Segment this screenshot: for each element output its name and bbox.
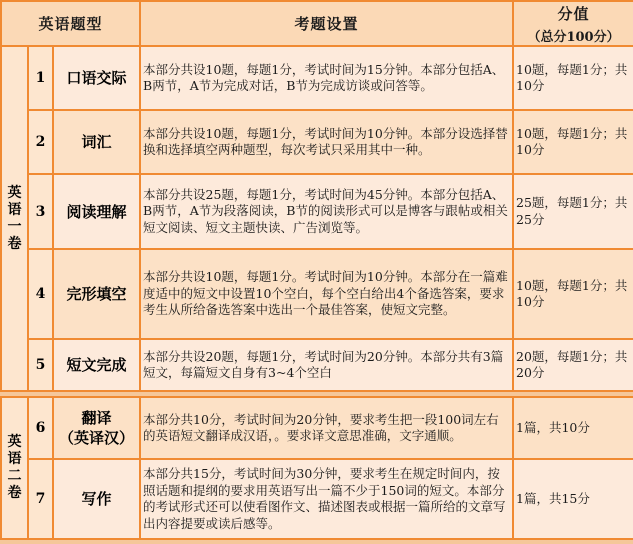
row-number: 2 <box>28 110 53 174</box>
table-row <box>1 459 633 539</box>
header-score-total: （总分100分） <box>527 29 620 45</box>
header-score <box>513 1 633 46</box>
question-type: 短文完成 <box>53 339 140 391</box>
header-question-type: 英语题型 <box>1 1 140 46</box>
table-row <box>1 397 633 459</box>
question-description: 本部分共10分，考试时间为20分钟，要求考生把一段100词左右的英语短文翻译成汉语，。要求译文意思准确，文字通顺。 <box>140 397 513 459</box>
question-type-sub: （英译汉） <box>59 429 135 447</box>
row-number: 6 <box>28 397 53 459</box>
table-row <box>1 249 633 339</box>
question-score: 25题，每题1分；共25分 <box>513 174 633 249</box>
question-type: 阅读理解 <box>53 174 140 249</box>
table-row <box>1 46 633 110</box>
question-score: 10题，每题1分；共10分 <box>513 249 633 339</box>
question-score: 1篇，共10分 <box>513 397 633 459</box>
question-description: 本部分共15分，考试时间为30分钟，要求考生在规定时间内，按照话题和提纲的要求用英语写出一篇不少于150词的短文。本部分的考试形式还可以使看图作文、描述图表或根据一篇所给的文章写出内容提要或读后感等。 <box>140 459 513 539</box>
part-label-paper-one: 英语一卷 <box>1 46 28 391</box>
row-number: 7 <box>28 459 53 539</box>
table-row <box>1 110 633 174</box>
question-type <box>53 397 140 459</box>
question-score: 10题，每题1分；共10分 <box>513 46 633 110</box>
row-number: 1 <box>28 46 53 110</box>
question-description: 本部分共设10题，每题1分，考试时间为15分钟。本部分包括A、B两节，A节为完成对话，B节为完成访谈或问答等。 <box>140 46 513 110</box>
question-score: 1篇，共15分 <box>513 459 633 539</box>
table-row <box>1 339 633 391</box>
row-number: 3 <box>28 174 53 249</box>
row-number: 5 <box>28 339 53 391</box>
question-description: 本部分共设10题，每题1分，考试时间为10分钟。本部分设选择替换和选择填空两种题型，每次考试只采用其中一种。 <box>140 110 513 174</box>
question-type-main: 翻译 <box>81 409 112 427</box>
header-setup: 考题设置 <box>140 1 513 46</box>
question-description: 本部分共设10题，每题1分。考试时间为10分钟。本部分在一篇难度适中的短文中设置10个空白，每个空白给出4个备选答案，要求考生从所给备选答案中选出一个最佳答案，使短文完整。 <box>140 249 513 339</box>
question-type: 口语交际 <box>53 46 140 110</box>
part-label-paper-two: 英语二卷 <box>1 397 28 539</box>
question-description: 本部分共设20题，每题1分，考试时间为20分钟。本部分共有3篇短文，每篇短文自身有3~4个空白 <box>140 339 513 391</box>
header-row <box>1 1 633 46</box>
question-description: 本部分共设25题，每题1分，考试时间为45分钟。本部分包括A、B两节，A节为段落阅读，B节的阅读形式可以是博客与跟帖或相关短文阅读、短文主题快读、广告浏览等。 <box>140 174 513 249</box>
question-type: 写作 <box>53 459 140 539</box>
question-type: 完形填空 <box>53 249 140 339</box>
header-score-label: 分值 <box>557 4 590 23</box>
table-row <box>1 174 633 249</box>
question-score: 20题，每题1分；共20分 <box>513 339 633 391</box>
question-type: 词汇 <box>53 110 140 174</box>
question-score: 10题，每题1分；共10分 <box>513 110 633 174</box>
row-number: 4 <box>28 249 53 339</box>
